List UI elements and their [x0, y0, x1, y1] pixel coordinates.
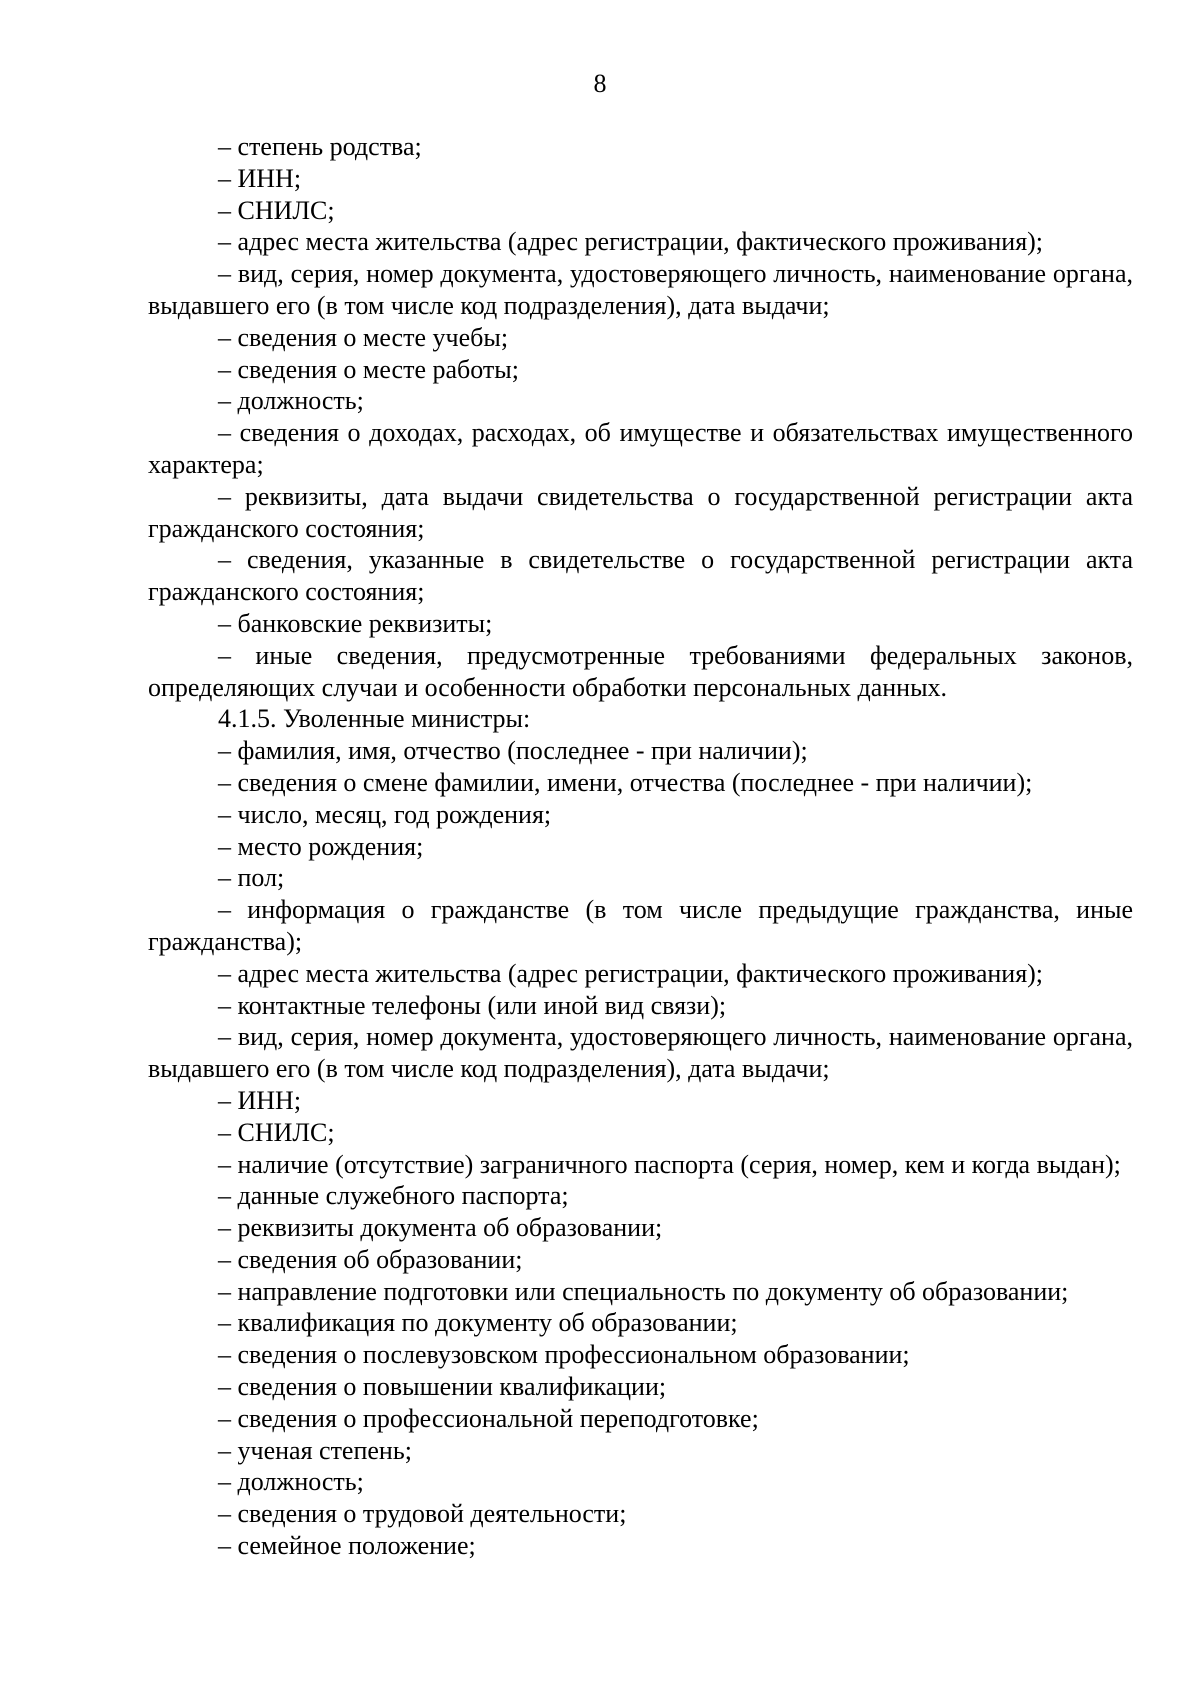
list-item: – вид, серия, номер документа, удостоверяющего личность, наименование органа, выдавшего его (в том числе код подразделения), дата выдачи; — [148, 1022, 1133, 1084]
list-item: – адрес места жительства (адрес регистрации, фактического проживания); — [218, 958, 1044, 988]
list-item: – реквизиты документа об образовании; — [218, 1213, 663, 1243]
list-item: – сведения о повышении квалификации; — [218, 1372, 667, 1402]
list-item: – информация о гражданстве (в том числе предыдущие гражданства, иные гражданства); — [148, 895, 1133, 956]
list-item: – контактные телефоны (или иной вид связи); — [218, 990, 727, 1020]
list-item: – направление подготовки или специальность по документу об образовании; — [218, 1276, 1069, 1306]
list-item: – адрес места жительства (адрес регистрации, фактического проживания); — [218, 227, 1044, 257]
list-item: – место рождения; — [218, 831, 424, 861]
list-item: – СНИЛС; — [218, 195, 335, 225]
list-item: – фамилия, имя, отчество (последнее - при наличии); — [218, 736, 808, 766]
list-item: – сведения о профессиональной переподготовке; — [218, 1403, 759, 1433]
list-item: – ученая степень; — [218, 1435, 412, 1465]
list-item: – семейное положение; — [218, 1531, 476, 1561]
list-item: – банковские реквизиты; — [218, 608, 493, 638]
list-item: – сведения о месте учебы; — [218, 322, 509, 352]
list-item: – квалификация по документу об образовании; — [218, 1308, 738, 1338]
list-item: – наличие (отсутствие) заграничного паспорта (серия, номер, кем и когда выдан); — [218, 1149, 1121, 1179]
list-item: – степень родства; — [218, 132, 422, 161]
list-item: – СНИЛС; — [218, 1117, 335, 1147]
list-item: – вид, серия, номер документа, удостоверяющего личность, наименование органа, выдавшего его (в том числе код подразделения), дата выдачи; — [148, 259, 1133, 320]
list-item: – ИНН; — [218, 163, 302, 193]
list-item: – данные служебного паспорта; — [218, 1181, 569, 1211]
list-item: – должность; — [218, 1467, 364, 1497]
list-item: – сведения об образовании; — [218, 1244, 523, 1274]
list-item: – сведения о месте работы; — [218, 354, 519, 384]
list-item: – сведения о послевузовском профессиональном образовании; — [218, 1340, 910, 1370]
list-item: – ИНН; — [218, 1085, 302, 1115]
page-number: 8 — [593, 69, 607, 98]
list-item: – должность; — [218, 386, 364, 416]
list-item: – сведения о смене фамилии, имени, отчества (последнее - при наличии); — [218, 767, 1033, 797]
list-item: – пол; — [218, 863, 285, 893]
list-item: – сведения, указанные в свидетельстве о государственной регистрации акта гражданского состояния; — [148, 545, 1133, 607]
list-item: – сведения о трудовой деятельности; — [218, 1499, 627, 1529]
list-item: – иные сведения, предусмотренные требованиями федеральных законов, определяющих случаи и особенности обработки персональных данных. — [148, 640, 1133, 702]
list-item: – реквизиты, дата выдачи свидетельства о государственной регистрации акта гражданского состояния; — [148, 481, 1133, 543]
list-item: – сведения о доходах, расходах, об имуществе и обязательствах имущественного характера; — [148, 418, 1133, 479]
document-body — [148, 131, 1133, 1562]
section-heading: 4.1.5. Уволенные министры: — [218, 704, 531, 734]
list-item: – число, месяц, год рождения; — [218, 799, 552, 829]
